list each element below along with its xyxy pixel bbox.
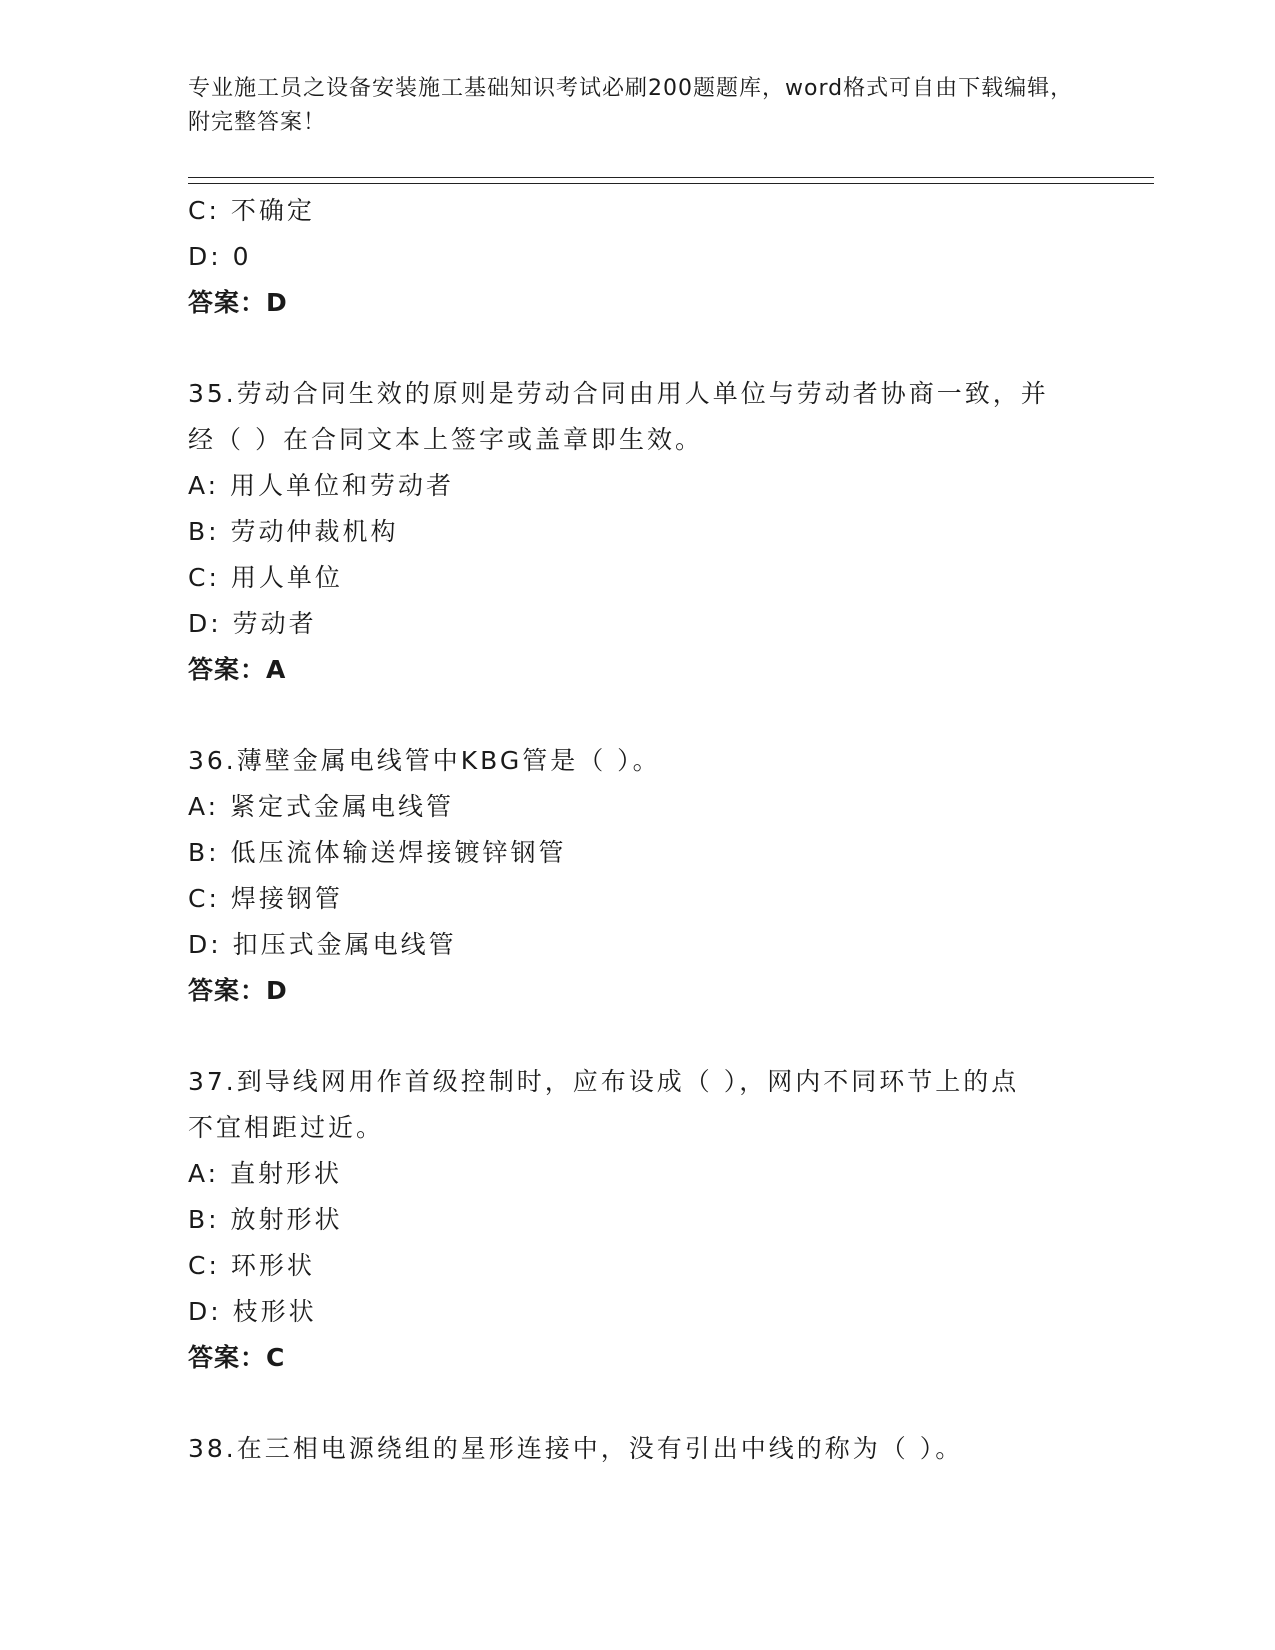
document-body [188, 188, 1148, 1472]
answer-line: 答案：C [188, 1343, 286, 1372]
question-stem: 35.劳动合同生效的原则是劳动合同由用人单位与劳动者协商一致，并 [188, 379, 1049, 408]
header-divider-bottom [188, 183, 1154, 184]
answer-line: 答案：D [188, 976, 288, 1005]
answer-line: 答案：A [188, 655, 287, 684]
option-c: C: 焊接钢管 [188, 884, 343, 913]
document-header [188, 72, 1088, 140]
option-b: B: 放射形状 [188, 1205, 343, 1234]
header-title: 专业施工员之设备安装施工基础知识考试必刷200题题库，word格式可自由下载编辑，附完整答案！ [188, 76, 1074, 135]
option-d: D: 枝形状 [188, 1297, 317, 1326]
option-a: A: 用人单位和劳动者 [188, 471, 455, 500]
option-c: C: 环形状 [188, 1251, 315, 1280]
header-divider-top [188, 177, 1154, 178]
question-stem: 36.薄壁金属电线管中KBG管是（ ）。 [188, 746, 661, 775]
question-38 [188, 1426, 1148, 1472]
option-c: C: 不确定 [188, 196, 315, 225]
option-a: A: 直射形状 [188, 1159, 343, 1188]
option-d: D: 劳动者 [188, 609, 317, 638]
question-35 [188, 371, 1148, 693]
question-stem: 不宜相距过近。 [188, 1113, 385, 1142]
answer-line: 答案：D [188, 288, 288, 317]
question-stem: 经（ ）在合同文本上签字或盖章即生效。 [188, 425, 703, 454]
option-c: C: 用人单位 [188, 563, 343, 592]
option-d: D: 扣压式金属电线管 [188, 930, 457, 959]
question-36 [188, 738, 1148, 1014]
option-b: B: 劳动仲裁机构 [188, 517, 399, 546]
option-b: B: 低压流体输送焊接镀锌钢管 [188, 838, 567, 867]
question-stem: 38.在三相电源绕组的星形连接中，没有引出中线的称为（ ）。 [188, 1434, 964, 1463]
question-stem: 37.到导线网用作首级控制时，应布设成（ ），网内不同环节上的点 [188, 1067, 1020, 1096]
question-37 [188, 1059, 1148, 1381]
previous-question-tail [188, 188, 1148, 326]
option-a: A: 紧定式金属电线管 [188, 792, 455, 821]
option-d: D: 0 [188, 242, 252, 271]
